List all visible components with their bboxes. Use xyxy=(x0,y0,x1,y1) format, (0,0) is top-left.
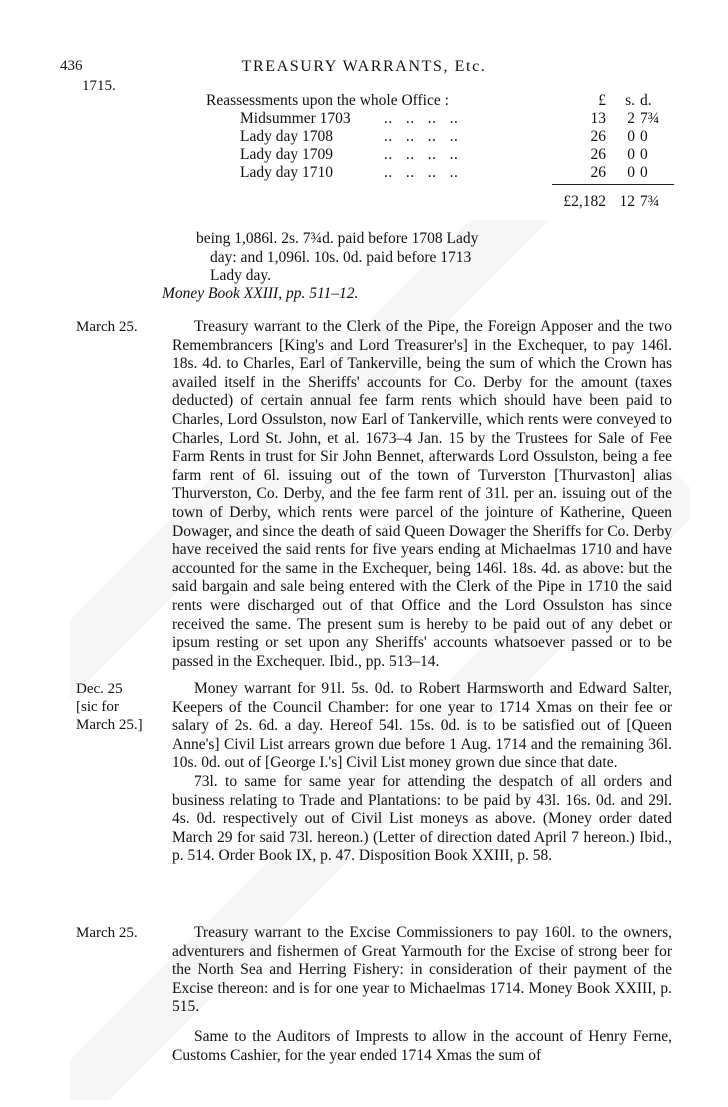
being-line: Lady day. xyxy=(210,267,271,284)
table-row xyxy=(206,110,676,128)
total-shillings: 12 xyxy=(619,193,635,210)
shillings-value: 0 xyxy=(627,146,635,163)
entry-paragraph: Same to the Auditors of Imprests to allow in the account of Henry Ferne, Customs Cashier, for the year ended 1714 Xmas the sum of xyxy=(172,1028,672,1064)
row-label: Lady day 1708 xyxy=(240,128,333,145)
total-rule xyxy=(552,184,674,185)
total-pence: 7¾ xyxy=(640,193,660,210)
row-label: Midsummer 1703 xyxy=(240,110,351,127)
table-caption: Reassessments upon the whole Office : xyxy=(206,92,449,109)
entry-paragraph: Treasury warrant to the Clerk of the Pipe, the Foreign Apposer and the two Remembrancers [King's and Lord Treasurer's] in the Exchequer, to pay 146l. 18s. 4d. to Charles, Earl of Tankerville, being the sum of which the Crown has availed itself in the Sheriffs' accounts for Co. Derby for the amount (taxes deducted) of certain annual fee farm rents which should have been paid to Charles, Lord Ossulston, now Earl of Tankerville, which rents were conveyed to Charles, Lord St. John, et al. 1673–4 Jan. 15 by the Trustees for Sale of Fee Farm Rents in trust for Sir John Bennet, afterwards Lord Ossulston, being a fee farm rent of 6l. issuing out of the town of Turverston [Thurvaston] alias Thurverston, Co. Derby, and the fee farm rent of 31l. per an. issuing out of the town of Derby, which rents were parcel of the jointure of Katherine, Queen Dowager, and since the death of said Queen Dowager the Sheriffs for Co. Derby have received the said rents for five years ending at Michaelmas 1710 and have accounted for the same in the Exchequer, being 146l. 18s. 4d. as above: but the said bargain and sale being entered with the Clerk of the Pipe in 1710 the said rents were discharged out of that Office and the Lord Ossulston has since received the same. The present sum is hereby to be paid out of any debet or ipsum resting or set upon any Sheriffs' accounts whatsoever passed or to be passed in the Exchequer. Ibid., pp. 513–14. xyxy=(172,318,672,670)
entry-paragraph: Treasury warrant to the Excise Commissioners to pay 160l. to the owners, adventurers and fishermen of Great Yarmouth for the Excise of strong beer for the North Sea and Herring Fishery: in consideration of their payment of the Excise thereon: and is for one year to Michaelmas 1714. Money Book XXIII, p. 515. xyxy=(172,924,672,1016)
table-row xyxy=(206,164,676,182)
shillings-value: 0 xyxy=(627,164,635,181)
reassessment-table xyxy=(206,92,676,182)
entry-text xyxy=(172,1028,672,1065)
entry-paragraph: 73l. to same for same year for attending the despatch of all orders and business relating to Trade and Plantations: to be paid by 43l. 16s. 0d. and 29l. 4s. 0d. respectively out of Civil List moneys as above. (Money order dated March 29 for said 73l. hereon.) (Letter of direction dated April 7 hereon.) Ibid., p. 514. Order Book IX, p. 47. Disposition Book XXIII, p. 58. xyxy=(172,772,672,865)
page-number: 436 xyxy=(60,58,83,74)
pence-value: 7¾ xyxy=(640,110,660,127)
entry-date: March 25. xyxy=(76,925,138,941)
year-label: 1715. xyxy=(82,78,116,94)
row-label: Lady day 1709 xyxy=(240,146,333,163)
pounds-value: 26 xyxy=(590,146,606,163)
leader-dots: .. .. .. .. xyxy=(384,110,459,127)
pence-value: 0 xyxy=(640,146,648,163)
row-label: Lady day 1710 xyxy=(240,164,333,181)
table-header-row xyxy=(206,92,676,110)
entry-text xyxy=(172,680,672,866)
shillings-value: 0 xyxy=(627,128,635,145)
total-pounds: £2,182 xyxy=(563,193,606,210)
being-line: day: and 1,096l. 10s. 0d. paid before 1713 xyxy=(210,248,472,266)
entry-paragraph: Money warrant for 91l. 5s. 0d. to Robert Harmsworth and Edward Salter, Keepers of the Council Chamber: for one year to 1714 Xmas on their fee or salary of 2s. 6d. a day. Hereof 54l. 15s. 0d. is to be satisfied out of [Queen Anne's] Civil List arrears grown due before 1 Aug. 1714 and the remaining 36l. 10s. 0d. out of [George I.'s] Civil List money grown due since that date. xyxy=(172,680,672,772)
col-pounds: £ xyxy=(598,92,606,109)
being-note xyxy=(196,230,596,286)
shillings-value: 2 xyxy=(627,110,635,127)
pounds-value: 13 xyxy=(590,110,606,127)
entry-date: March 25. xyxy=(76,319,138,335)
pence-value: 0 xyxy=(640,128,648,145)
leader-dots: .. .. .. .. xyxy=(384,146,459,163)
pounds-value: 26 xyxy=(590,128,606,145)
table-total-row xyxy=(206,193,676,211)
entry-text xyxy=(172,924,672,1017)
col-pence: d. xyxy=(640,92,652,109)
table-row xyxy=(206,128,676,146)
table-row xyxy=(206,146,676,164)
running-title: TREASURY WARRANTS, Etc. xyxy=(241,58,487,75)
entry-text xyxy=(172,318,672,671)
leader-dots: .. .. .. .. xyxy=(384,164,459,181)
entry-date: Dec. 25 [sic for March 25.] xyxy=(76,681,143,733)
pence-value: 0 xyxy=(640,164,648,181)
col-shillings: s. xyxy=(625,92,635,109)
being-line: being 1,086l. 2s. 7¾d. paid before 1708 Lady xyxy=(196,230,479,247)
money-book-reference: Money Book XXIII, pp. 511–12. xyxy=(162,285,359,302)
leader-dots: .. .. .. .. xyxy=(384,128,459,145)
pounds-value: 26 xyxy=(590,164,606,181)
